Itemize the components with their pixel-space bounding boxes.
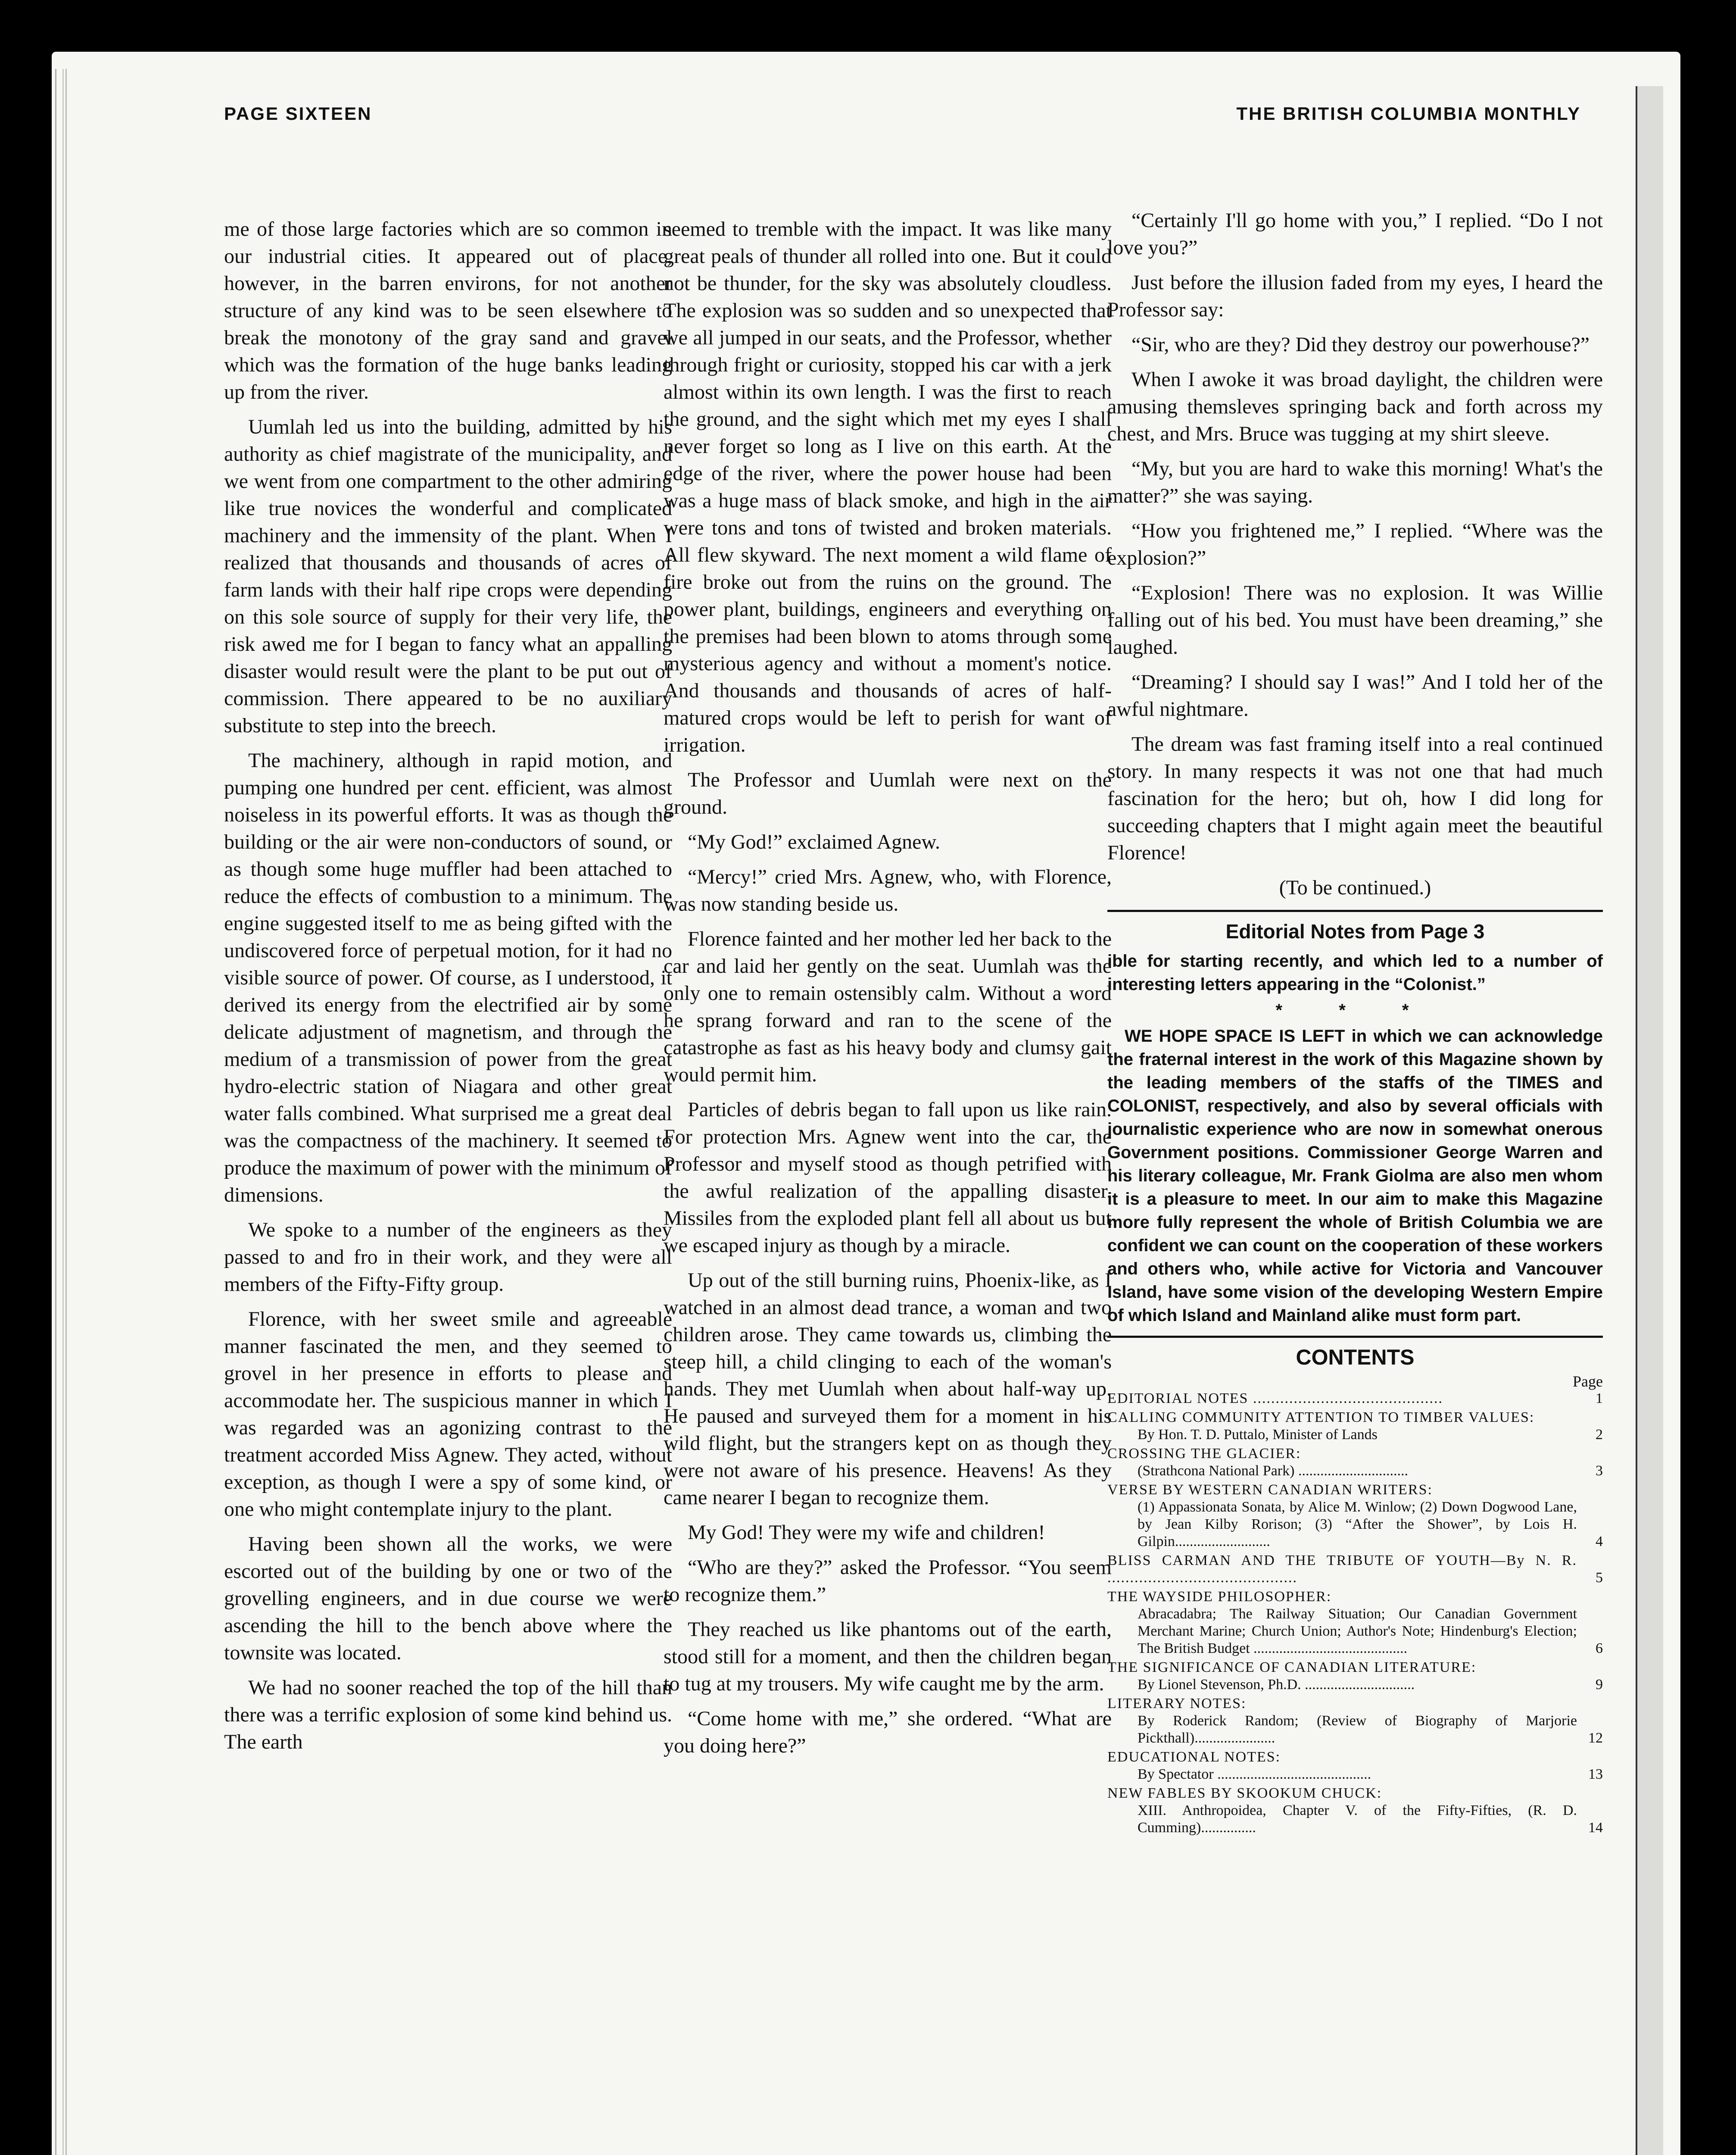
- paragraph: We spoke to a number of the engineers as they passed to and fro in their work, and they were all members of the Fifty-Fifty group.: [224, 1218, 672, 1296]
- toc-subtitle: XIII. Anthropoidea, Chapter V. of the Fifty-Fifties, (R. D. Cumming)...............: [1138, 1802, 1577, 1836]
- toc-page: 1: [1596, 1390, 1603, 1406]
- separator-stars: * * *: [1275, 1001, 1435, 1020]
- toc-entry: [1107, 1695, 1603, 1747]
- toc-page: 14: [1588, 1820, 1603, 1836]
- editorial-notes: [1107, 949, 1603, 1327]
- paragraph: “How you frightened me,” I replied. “Where was the explosion?”: [1107, 519, 1603, 569]
- toc-page: 4: [1596, 1533, 1603, 1549]
- toc-subtitle: (1) Appassionata Sonata, by Alice M. Winlow; (2) Down Dogwood Lane, by Jean Kilby Rorison; (3) “After the Shower”, by Lois H. Gilpin..........................: [1138, 1499, 1577, 1549]
- toc-page: 12: [1588, 1730, 1603, 1746]
- paragraph: “Who are they?” asked the Professor. “You seem to recognize them.”: [664, 1556, 1112, 1606]
- to-be-continued: (To be continued.): [1279, 876, 1431, 899]
- paragraph: “Sir, who are they? Did they destroy our powerhouse?”: [1131, 333, 1590, 356]
- paragraph: Up out of the still burning ruins, Phoenix-like, as I watched in an almost dead trance, a woman and two children arose. They came towards us, climbing the steep hill, a child clinging to each of the woman's hands. They met Uumlah when about half-way up. He paused and surveyed them for a moment in his wild flight, but the strangers kept on as though they were not aware of his presence. Heavens! As they came nearer I began to recognize them.: [664, 1269, 1112, 1509]
- paragraph: Florence, with her sweet smile and agreeable manner fascinated the men, and they seemed to grovel in her presence in efforts to please and accommodate her. The suspicious manner in which I was regarded was an agonizing contrast to the treatment accorded Miss Agnew. They acted, without exception, as though I were a spy of some kind, or one who might contemplate injury to the plant.: [224, 1308, 672, 1521]
- paragraph: “Dreaming? I should say I was!” And I told her of the awful nightmare.: [1107, 671, 1603, 721]
- column-2: [664, 216, 1112, 1767]
- toc-page: 5: [1596, 1570, 1603, 1586]
- paragraph: The Professor and Uumlah were next on the ground.: [664, 768, 1112, 818]
- paragraph: Particles of debris began to fall upon us like rain. For protection Mrs. Agnew went into the car, the Professor and myself stood as though petrified with the awful realization of the appalling disaster. Missiles from the exploded plant fell all about us but we escaped injury as though by a miracle.: [664, 1098, 1112, 1257]
- paragraph: “Explosion! There was no explosion. It was Willie falling out of his bed. You must have been dreaming,” she laughed.: [1107, 581, 1603, 659]
- toc-subtitle: By Roderick Random; (Review of Biography of Marjorie Pickthall)......................: [1138, 1713, 1577, 1746]
- toc-entry: [1107, 1409, 1603, 1443]
- toc-subtitle: By Lionel Stevenson, Ph.D. ..............................: [1138, 1677, 1415, 1693]
- toc-entry: [1107, 1659, 1603, 1693]
- paragraph: Florence fainted and her mother led her back to the car and laid her gently on the seat. Uumlah was the only one to remain ostensibly calm. Without a word he sprang forward and ran to the scene of the catastrophe as fast as his heavy body and clumsy gait would permit him.: [664, 928, 1112, 1086]
- toc-title: VERSE BY WESTERN CANADIAN WRITERS:: [1107, 1482, 1433, 1498]
- toc-subtitle: By Hon. T. D. Puttalo, Minister of Lands: [1138, 1427, 1378, 1443]
- paragraph: “Come home with me,” she ordered. “What are you doing here?”: [664, 1707, 1112, 1757]
- toc-title: CALLING COMMUNITY ATTENTION TO TIMBER VALUES:: [1107, 1409, 1535, 1425]
- paragraph: ible for starting recently, and which led to a number of interesting letters appearing in the “Colonist.”: [1107, 952, 1603, 994]
- column-3: [1107, 207, 1603, 1838]
- paragraph: They reached us like phantoms out of the earth, stood still for a moment, and then the children began to tug at my trousers. My wife caught me by the arm.: [664, 1618, 1112, 1695]
- paragraph: Uumlah led us into the building, admitted by his authority as chief magistrate of the municipality, and we went from one compartment to the other admiring like true novices the wonderful and complicated machinery and the immensity of the plant. When I realized that thousands and thousands of acres of farm lands with their half ripe crops were depending on this sole source of supply for their very life, the risk awed me for I began to fancy what an appalling disaster would result were the plant to be put out of commission. There appeared to be no auxiliary substitute to step into the breech.: [224, 415, 672, 737]
- toc-page: 3: [1596, 1463, 1603, 1479]
- toc-title: EDITORIAL NOTES ..........................................: [1107, 1390, 1443, 1406]
- paragraph: My God! They were my wife and children!: [688, 1521, 1045, 1544]
- contents-heading: CONTENTS: [1296, 1345, 1415, 1369]
- toc-entry: [1107, 1445, 1603, 1480]
- page-number-header: PAGE SIXTEEN: [224, 103, 372, 124]
- paragraph: WE HOPE SPACE IS LEFT in which we can acknowledge the fraternal interest in the work of this Magazine shown by the leading members of the staffs of the TIMES and COLONIST, respectively, and also by several officials with journalistic experience who are now in somewhat onerous Government positions. Commissioner George Warren and his literary colleague, Mr. Frank Giolma are also men whom it is a pleasure to meet. In our aim to make this Magazine more fully represent the whole of British Columbia we are confident we can count on the cooperation of these workers and others who, while active for Victoria and Vancouver Island, have some vision of the developing Western Empire of which Island and Mainland alike must form part.: [1107, 1027, 1603, 1325]
- toc-page: 9: [1596, 1677, 1603, 1693]
- toc-page: 13: [1588, 1766, 1603, 1782]
- page-column-label: Page: [1573, 1373, 1603, 1390]
- paragraph: We had no sooner reached the top of the hill than there was a terrific explosion of some kind behind us. The earth: [224, 1676, 672, 1753]
- toc-title: THE SIGNIFICANCE OF CANADIAN LITERATURE:: [1107, 1659, 1477, 1675]
- toc-entry: [1107, 1785, 1603, 1836]
- toc-page: 2: [1596, 1427, 1603, 1443]
- paragraph: Having been shown all the works, we were escorted out of the building by one or two of the grovelling engineers, and in due course we were ascending the hill to the bench above where the townsite was located.: [224, 1533, 672, 1664]
- toc-entry: [1107, 1481, 1603, 1550]
- toc-title: CROSSING THE GLACIER:: [1107, 1446, 1301, 1462]
- paragraph: “My, but you are hard to wake this morning! What's the matter?” she was saying.: [1107, 457, 1603, 507]
- section-rule: [1107, 1336, 1603, 1338]
- paragraph: The dream was fast framing itself into a real continued story. In many respects it was not one that had much fascination for the hero; but oh, how I did long for succeeding chapters that I might again meet the beautiful Florence!: [1107, 733, 1603, 864]
- editorial-heading: Editorial Notes from Page 3: [1225, 920, 1485, 943]
- toc-entry: [1107, 1390, 1603, 1407]
- toc-title: EDUCATIONAL NOTES:: [1107, 1749, 1281, 1765]
- toc-title: THE WAYSIDE PHILOSOPHER:: [1107, 1589, 1332, 1605]
- page-edge: [55, 69, 64, 2155]
- section-rule: [1107, 910, 1603, 912]
- toc-subtitle: By Spectator ..........................................: [1138, 1766, 1371, 1782]
- paragraph: me of those large factories which are so common in our industrial cities. It appeared out of place, however, in the barren environs, for not another structure of any kind was to be seen elsewhere to break the monotony of the gray sand and gravel which was the formation of the huge banks leading up from the river.: [224, 218, 672, 403]
- paragraph: “Mercy!” cried Mrs. Agnew, who, with Florence, was now standing beside us.: [664, 865, 1112, 915]
- binding-edge: [1636, 86, 1663, 2155]
- paragraph: “My God!” exclaimed Agnew.: [688, 831, 941, 853]
- magazine-title-header: THE BRITISH COLUMBIA MONTHLY: [1236, 103, 1581, 124]
- toc-entry: [1107, 1749, 1603, 1783]
- toc-title: BLISS CARMAN AND THE TRIBUTE OF YOUTH—By N. R. ..........................................: [1107, 1552, 1577, 1586]
- paragraph: The machinery, although in rapid motion, and pumping one hundred per cent. efficient, was almost noiseless in its powerful efforts. It was as though the building or the air were non-conductors of sound, or as though some huge muffler had been attached to reduce the effects of combustion to a minimum. The engine suggested itself to me as being gifted with the undiscovered force of perpetual motion, for it had no visible source of power. Of course, as I understood, it derived its energy from the electrified air by some delicate adjustment of magnetism, and through the medium of a transmission of power from the great hydro-electric station of Niagara and other great water falls combined. What surprised me a great deal was the compactness of the machinery. It seemed to produce the maximum of power with the minimum of dimensions.: [224, 749, 672, 1206]
- toc-title: LITERARY NOTES:: [1107, 1696, 1247, 1712]
- toc-entry: [1107, 1552, 1603, 1587]
- paragraph: seemed to tremble with the impact. It was like many great peals of thunder all rolled into one. But it could not be thunder, for the sky was absolutely cloudless. The explosion was so sudden and so unexpected that we all jumped in our seats, and the Professor, whether through fright or curiosity, stopped his car with a jerk almost within its own length. I was the first to reach the ground, and the sight which met my eyes I shall never forget so long as I live on this earth. At the edge of the river, where the power house had been was a huge mass of black smoke, and high in the air were tons and tons of twisted and broken materials. All flew skyward. The next moment a wild flame of fire broke out from the ruins on the ground. The power plant, buildings, engineers and everything on the premises had been blown to atoms through some mysterious agency and without a moment's notice. And thousands and thousands of acres of half-matured crops would be left to perish for want of irrigation.: [664, 218, 1112, 756]
- paragraph: Just before the illusion faded from my eyes, I heard the Professor say:: [1107, 271, 1603, 321]
- table-of-contents: [1107, 1373, 1603, 1836]
- paragraph: When I awoke it was broad daylight, the children were amusing themsleves springing back and forth across my chest, and Mrs. Bruce was tugging at my shirt sleeve.: [1107, 368, 1603, 445]
- toc-page: 6: [1596, 1640, 1603, 1656]
- page-edge: [65, 69, 73, 2155]
- toc-subtitle: (Strathcona National Park) ..............................: [1138, 1463, 1408, 1479]
- paragraph: “Certainly I'll go home with you,” I replied. “Do I not love you?”: [1107, 209, 1603, 259]
- toc-title: NEW FABLES BY SKOOKUM CHUCK:: [1107, 1785, 1382, 1801]
- toc-entry: [1107, 1588, 1603, 1657]
- column-1: [224, 216, 672, 1763]
- toc-subtitle: Abracadabra; The Railway Situation; Our Canadian Government Merchant Marine; Church Union; Author's Note; Hindenburg's Election; The British Budget ..........................................: [1138, 1606, 1577, 1656]
